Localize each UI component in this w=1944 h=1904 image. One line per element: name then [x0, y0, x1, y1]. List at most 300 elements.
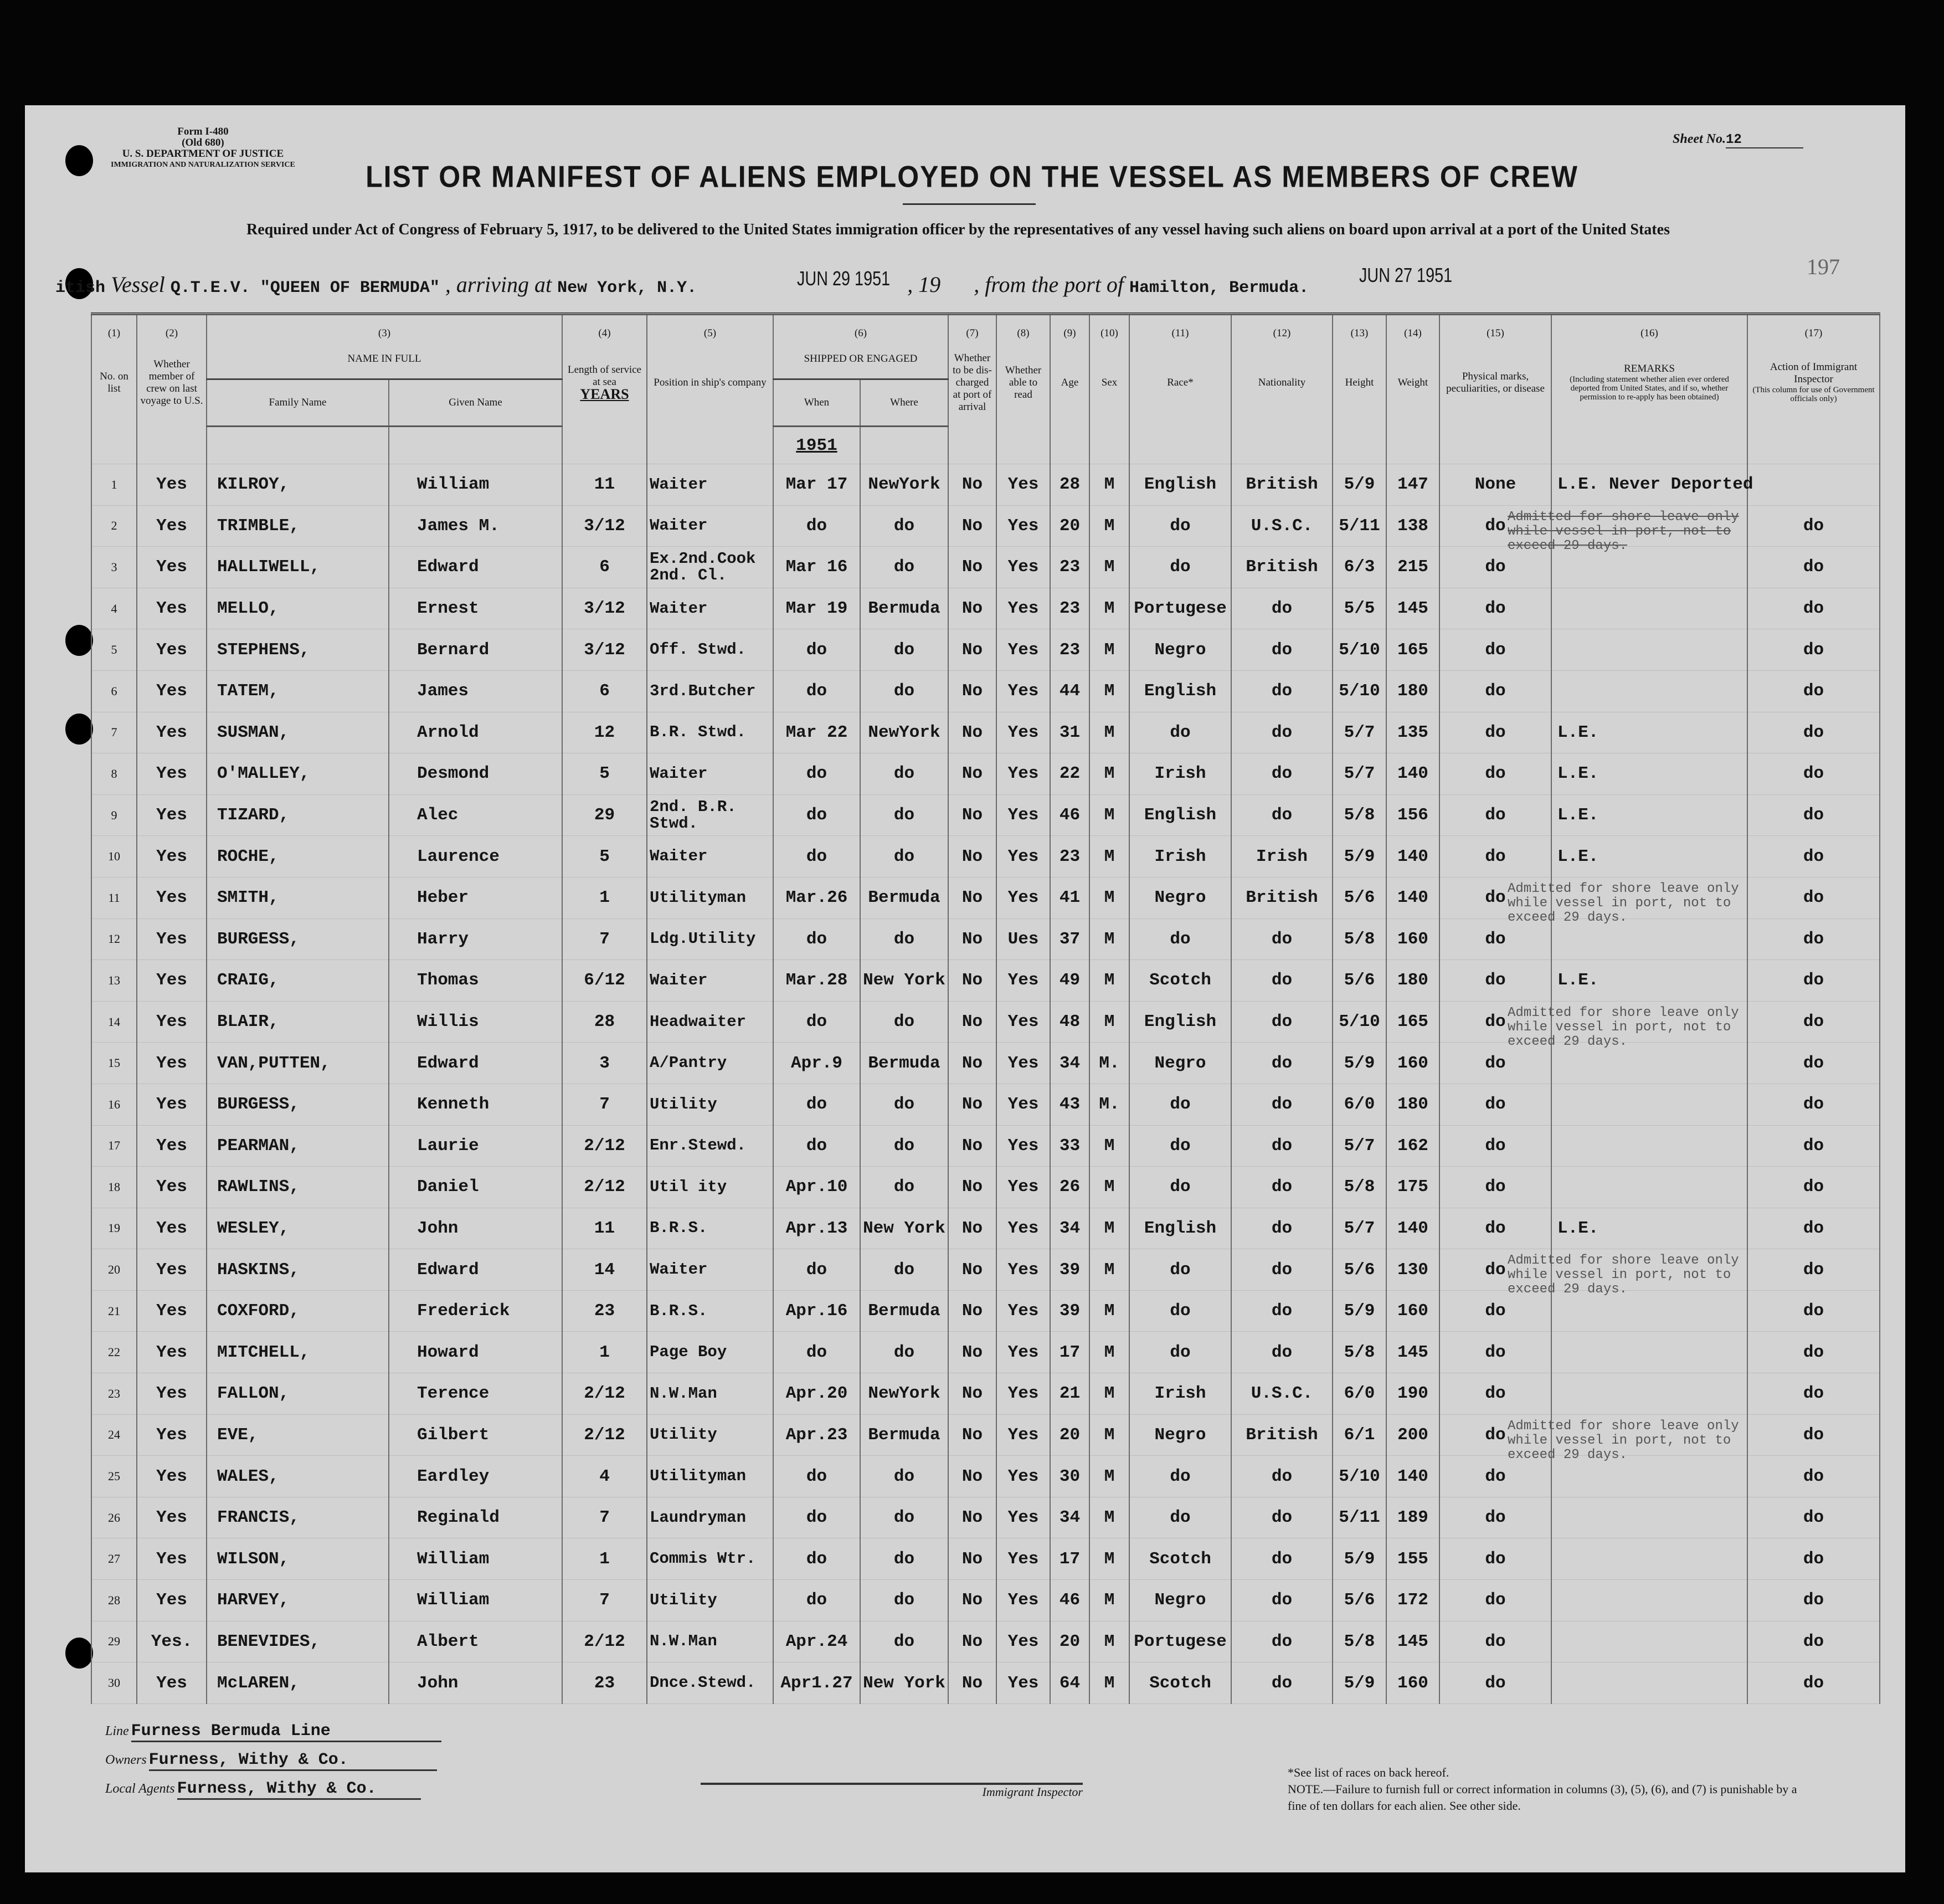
discharged: No	[948, 547, 996, 588]
row-number: 16	[91, 1084, 137, 1125]
member-last-voyage: Yes	[137, 1084, 207, 1125]
column-number: (7)	[948, 314, 996, 340]
header-sex: Sex	[1089, 340, 1129, 427]
row-number: 10	[91, 836, 137, 877]
remarks-text	[1554, 681, 1557, 701]
age: 39	[1050, 1249, 1089, 1291]
sheet-label: Sheet No.	[1673, 132, 1726, 146]
weight: 180	[1386, 960, 1439, 1002]
physical-marks: do	[1439, 1001, 1551, 1043]
column-number: (15)	[1439, 314, 1551, 340]
weight: 140	[1386, 1456, 1439, 1497]
able-to-read: Yes	[996, 960, 1050, 1002]
shipped-when: Apr.16	[773, 1290, 860, 1332]
shipped-where: NewYork	[860, 1373, 948, 1415]
nationality: do	[1231, 588, 1333, 629]
remarks	[1508, 1001, 1747, 1049]
length-of-service: 11	[562, 1208, 647, 1249]
age: 23	[1050, 588, 1089, 629]
column-number: (2)	[137, 314, 207, 340]
given-name: Terence	[389, 1373, 562, 1415]
physical-marks: do	[1439, 1662, 1551, 1704]
row-number: 21	[91, 1290, 137, 1332]
sex: M	[1089, 712, 1129, 753]
length-of-service: 6	[562, 547, 647, 588]
height: 5/9	[1333, 1290, 1386, 1332]
family-name: FALLON,	[207, 1373, 389, 1415]
remarks	[1551, 753, 1747, 795]
shipped-where: do	[860, 547, 948, 588]
remarks-text	[1554, 557, 1557, 577]
footer-agents	[105, 1779, 421, 1800]
family-name: SMITH,	[207, 877, 389, 918]
action-label: Action of Immigrant Inspector	[1770, 361, 1858, 386]
height: 5/6	[1333, 1580, 1386, 1621]
sex: M	[1089, 1001, 1129, 1043]
member-last-voyage: Yes	[137, 588, 207, 629]
family-name: BENEVIDES,	[207, 1621, 389, 1662]
table-row	[91, 1001, 1880, 1043]
discharged: No	[948, 1249, 996, 1291]
remarks	[1551, 1497, 1747, 1538]
family-name: MELLO,	[207, 588, 389, 629]
position: Waiter	[647, 1249, 773, 1291]
shore-leave-note: Admitted for shore leave only while vessel in port, not to exceed 29 days.	[1508, 1253, 1739, 1297]
family-name: BURGESS,	[207, 918, 389, 960]
height: 5/9	[1333, 836, 1386, 877]
given-name: Gilbert	[389, 1414, 562, 1456]
inspector-action: do	[1747, 1125, 1880, 1167]
age: 22	[1050, 753, 1089, 795]
length-of-service: 3/12	[562, 505, 647, 547]
position: N.W.Man	[647, 1373, 773, 1415]
able-to-read: Yes	[996, 1580, 1050, 1621]
family-name: CRAIG,	[207, 960, 389, 1002]
position: A/Pantry	[647, 1043, 773, 1084]
subtitle: Required under Act of Congress of February 5, 1917, to be delivered to the United States immigration officer by the representatives of any vessel having such aliens on board upon arrival at a port of the United States	[246, 221, 1670, 238]
length-of-service: 14	[562, 1249, 647, 1291]
row-number: 15	[91, 1043, 137, 1084]
member-last-voyage: Yes	[137, 1456, 207, 1497]
position: Utility	[647, 1580, 773, 1621]
table-row	[91, 1167, 1880, 1208]
physical-marks: do	[1439, 1167, 1551, 1208]
inspector-action: do	[1747, 629, 1880, 671]
inspector-action: do	[1747, 1373, 1880, 1415]
position: Utilityman	[647, 1456, 773, 1497]
nationality: do	[1231, 1332, 1333, 1373]
family-name: ROCHE,	[207, 836, 389, 877]
table-row	[91, 753, 1880, 795]
height: 5/6	[1333, 877, 1386, 918]
member-last-voyage: Yes	[137, 1001, 207, 1043]
length-of-service: 2/12	[562, 1125, 647, 1167]
shipped-where: do	[860, 1125, 948, 1167]
family-name: WALES,	[207, 1456, 389, 1497]
footer-note	[1288, 1764, 1808, 1814]
physical-marks: do	[1439, 1497, 1551, 1538]
header-service-label: Length of service at sea	[568, 363, 641, 388]
table-row	[91, 712, 1880, 753]
header-given-name: Given Name	[389, 379, 562, 427]
weight: 140	[1386, 836, 1439, 877]
remarks-label: REMARKS	[1624, 363, 1675, 375]
race: Irish	[1129, 836, 1231, 877]
nationality: British	[1231, 1414, 1333, 1456]
shipped-when: Apr1.27	[773, 1662, 860, 1704]
row-number: 23	[91, 1373, 137, 1415]
table-row	[91, 1538, 1880, 1580]
row-number: 6	[91, 670, 137, 712]
remarks-text	[1554, 1674, 1557, 1693]
punch-hole	[65, 714, 93, 745]
discharged: No	[948, 1332, 996, 1373]
races-note: *See list of races on back hereof.	[1288, 1766, 1449, 1779]
able-to-read: Yes	[996, 877, 1050, 918]
given-name: Daniel	[389, 1167, 562, 1208]
position: 3rd.Butcher	[647, 670, 773, 712]
weight: 215	[1386, 547, 1439, 588]
shipped-when: do	[773, 505, 860, 547]
remarks	[1551, 1662, 1747, 1704]
family-name: McLAREN,	[207, 1662, 389, 1704]
shipped-when: Mar 19	[773, 588, 860, 629]
position: Utility	[647, 1084, 773, 1125]
given-name: Edward	[389, 1249, 562, 1291]
inspector-action: do	[1747, 1001, 1880, 1043]
remarks	[1551, 836, 1747, 877]
inspector-action: do	[1747, 1621, 1880, 1662]
weight: 140	[1386, 753, 1439, 795]
shipped-when: Apr.10	[773, 1167, 860, 1208]
weight: 130	[1386, 1249, 1439, 1291]
member-last-voyage: Yes	[137, 1662, 207, 1704]
shipped-when: Apr.13	[773, 1208, 860, 1249]
nationality: British	[1231, 877, 1333, 918]
shore-leave-note: Admitted for shore leave only while vessel in port, not to exceed 29 days.	[1508, 881, 1739, 925]
age: 37	[1050, 918, 1089, 960]
height: 5/7	[1333, 1208, 1386, 1249]
shipped-where: do	[860, 1621, 948, 1662]
nationality: do	[1231, 753, 1333, 795]
able-to-read: Yes	[996, 1208, 1050, 1249]
physical-marks: do	[1439, 1084, 1551, 1125]
length-of-service: 5	[562, 753, 647, 795]
footer-owners	[105, 1751, 437, 1771]
inspector-action: do	[1747, 1290, 1880, 1332]
sex: M	[1089, 1167, 1129, 1208]
discharged: No	[948, 1208, 996, 1249]
shipped-when: do	[773, 1456, 860, 1497]
inspector-action: do	[1747, 505, 1880, 547]
race: do	[1129, 712, 1231, 753]
remarks-text: L.E.	[1557, 971, 1599, 991]
remarks-text	[1554, 1136, 1557, 1156]
able-to-read: Yes	[996, 629, 1050, 671]
weight: 160	[1386, 918, 1439, 960]
sex: M	[1089, 670, 1129, 712]
length-of-service: 2/12	[562, 1621, 647, 1662]
family-name: BURGESS,	[207, 1084, 389, 1125]
given-name: Albert	[389, 1621, 562, 1662]
age: 23	[1050, 836, 1089, 877]
header-action	[1747, 340, 1880, 427]
column-number: (12)	[1231, 314, 1333, 340]
shipped-when: do	[773, 1580, 860, 1621]
remarks	[1551, 712, 1747, 753]
family-name: RAWLINS,	[207, 1167, 389, 1208]
arrival-date-stamp: JUN 29 1951	[797, 267, 891, 290]
discharged: No	[948, 1373, 996, 1415]
weight: 138	[1386, 505, 1439, 547]
sex: M	[1089, 794, 1129, 836]
position: N.W.Man	[647, 1621, 773, 1662]
nationality: do	[1231, 1290, 1333, 1332]
length-of-service: 12	[562, 712, 647, 753]
race: do	[1129, 1456, 1231, 1497]
able-to-read: Yes	[996, 1497, 1050, 1538]
year-row	[91, 427, 1880, 464]
shipped-when: do	[773, 1249, 860, 1291]
column-number: (5)	[647, 314, 773, 340]
member-last-voyage: Yes	[137, 877, 207, 918]
member-last-voyage: Yes	[137, 1332, 207, 1373]
member-last-voyage: Yes	[137, 505, 207, 547]
column-number-row	[91, 314, 1880, 340]
sex: M	[1089, 1456, 1129, 1497]
from-port: Hamilton, Bermuda.	[1129, 279, 1309, 297]
row-number: 12	[91, 918, 137, 960]
member-last-voyage: Yes	[137, 1580, 207, 1621]
family-name: EVE,	[207, 1414, 389, 1456]
race: Scotch	[1129, 1538, 1231, 1580]
table-row	[91, 1373, 1880, 1415]
race: do	[1129, 547, 1231, 588]
nationality: do	[1231, 712, 1333, 753]
shipped-when: Mar.26	[773, 877, 860, 918]
able-to-read: Yes	[996, 1621, 1050, 1662]
table-row	[91, 1125, 1880, 1167]
physical-marks: do	[1439, 670, 1551, 712]
age: 46	[1050, 794, 1089, 836]
physical-marks: do	[1439, 836, 1551, 877]
position: Ex.2nd.Cook 2nd. Cl.	[647, 547, 773, 588]
shipped-when: do	[773, 1001, 860, 1043]
inspector-action: do	[1747, 1332, 1880, 1373]
shipped-where: do	[860, 1001, 948, 1043]
discharged: No	[948, 588, 996, 629]
inspector-action: do	[1747, 1208, 1880, 1249]
column-number: (13)	[1333, 314, 1386, 340]
table-row	[91, 670, 1880, 712]
able-to-read: Yes	[996, 1332, 1050, 1373]
race: Negro	[1129, 1414, 1231, 1456]
remarks	[1551, 794, 1747, 836]
vessel-nationality: itish	[55, 279, 106, 297]
length-of-service: 1	[562, 877, 647, 918]
discharged: No	[948, 505, 996, 547]
table-row	[91, 794, 1880, 836]
shipped-where: New York	[860, 960, 948, 1002]
physical-marks: do	[1439, 1538, 1551, 1580]
header-height: Height	[1333, 340, 1386, 427]
age: 64	[1050, 1662, 1089, 1704]
sex: M	[1089, 505, 1129, 547]
nationality: do	[1231, 1497, 1333, 1538]
discharged: No	[948, 1621, 996, 1662]
physical-marks: do	[1439, 588, 1551, 629]
header-no: No. on list	[91, 340, 137, 427]
weight: 162	[1386, 1125, 1439, 1167]
row-number: 5	[91, 629, 137, 671]
header-family-name: Family Name	[207, 379, 389, 427]
family-name: VAN,PUTTEN,	[207, 1043, 389, 1084]
weight: 155	[1386, 1538, 1439, 1580]
race: do	[1129, 1249, 1231, 1291]
shipped-when: Mar 22	[773, 712, 860, 753]
shipped-where: do	[860, 1084, 948, 1125]
remarks-text	[1554, 930, 1557, 949]
family-name: WESLEY,	[207, 1208, 389, 1249]
age: 17	[1050, 1332, 1089, 1373]
able-to-read: Yes	[996, 712, 1050, 753]
shipped-where: do	[860, 670, 948, 712]
member-last-voyage: Yes	[137, 1414, 207, 1456]
given-name: William	[389, 464, 562, 506]
page-title: LIST OR MANIFEST OF ALIENS EMPLOYED ON THE VESSEL AS MEMBERS OF CREW	[366, 160, 1578, 194]
header-read: Whether able to read	[996, 340, 1050, 427]
weight: 145	[1386, 1621, 1439, 1662]
race: English	[1129, 1208, 1231, 1249]
age: 46	[1050, 1580, 1089, 1621]
shore-leave-note: Admitted for shore leave only while vessel in port, not to exceed 29 days.	[1508, 1418, 1739, 1462]
weight: 180	[1386, 670, 1439, 712]
given-name: Laurence	[389, 836, 562, 877]
position: Commis Wtr.	[647, 1538, 773, 1580]
able-to-read: Yes	[996, 588, 1050, 629]
remarks	[1551, 1580, 1747, 1621]
table-row	[91, 629, 1880, 671]
given-name: James	[389, 670, 562, 712]
shipped-where: do	[860, 918, 948, 960]
nationality: British	[1231, 547, 1333, 588]
nationality: do	[1231, 670, 1333, 712]
age: 21	[1050, 1373, 1089, 1415]
able-to-read: Yes	[996, 1290, 1050, 1332]
race: Negro	[1129, 877, 1231, 918]
given-name: William	[389, 1580, 562, 1621]
column-number: (6)	[773, 314, 948, 340]
able-to-read: Yes	[996, 1125, 1050, 1167]
weight: 175	[1386, 1167, 1439, 1208]
remarks-note: (Including statement whether alien ever ordered deported from United States, and if so, whether permission to re-apply has been obtained)	[1570, 375, 1729, 402]
physical-marks: do	[1439, 547, 1551, 588]
line-label: Line	[105, 1724, 129, 1738]
age: 20	[1050, 505, 1089, 547]
height: 6/1	[1333, 1414, 1386, 1456]
nationality: U.S.C.	[1231, 1373, 1333, 1415]
vessel-line	[55, 264, 1464, 297]
height: 5/6	[1333, 1249, 1386, 1291]
remarks	[1508, 505, 1747, 553]
nationality: do	[1231, 918, 1333, 960]
agents-value: Furness, Withy & Co.	[177, 1779, 421, 1800]
remarks-text	[1554, 1343, 1557, 1362]
length-of-service: 7	[562, 1497, 647, 1538]
vessel-label: Vessel	[111, 272, 165, 297]
shipped-when: do	[773, 794, 860, 836]
discharged: No	[948, 1001, 996, 1043]
able-to-read: Yes	[996, 1084, 1050, 1125]
sex: M	[1089, 547, 1129, 588]
sex: M	[1089, 1208, 1129, 1249]
shipped-where: Bermuda	[860, 877, 948, 918]
header-race: Race*	[1129, 340, 1231, 427]
remarks-text	[1554, 1384, 1557, 1403]
column-number: (9)	[1050, 314, 1089, 340]
physical-marks: do	[1439, 505, 1551, 547]
physical-marks: do	[1439, 1249, 1551, 1291]
row-number: 7	[91, 712, 137, 753]
row-number: 27	[91, 1538, 137, 1580]
sex: M	[1089, 1580, 1129, 1621]
inspector-signature-line: Immigrant Inspector	[701, 1783, 1083, 1799]
shipped-where: do	[860, 836, 948, 877]
race: do	[1129, 1497, 1231, 1538]
shipped-where: do	[860, 629, 948, 671]
remarks	[1508, 877, 1747, 925]
length-of-service: 23	[562, 1290, 647, 1332]
table-row	[91, 1208, 1880, 1249]
sex: M	[1089, 1414, 1129, 1456]
table-row	[91, 1662, 1880, 1704]
nationality: U.S.C.	[1231, 505, 1333, 547]
nationality: do	[1231, 1001, 1333, 1043]
weight: 147	[1386, 464, 1439, 506]
shipped-when: do	[773, 836, 860, 877]
age: 49	[1050, 960, 1089, 1002]
race: English	[1129, 794, 1231, 836]
agents-label: Local Agents	[105, 1782, 175, 1796]
row-number: 14	[91, 1001, 137, 1043]
height: 5/6	[1333, 960, 1386, 1002]
remarks-text	[1554, 1467, 1557, 1486]
age: 20	[1050, 1621, 1089, 1662]
family-name: PEARMAN,	[207, 1125, 389, 1167]
action-note: (This column for use of Government officials only)	[1752, 386, 1875, 404]
shipped-where: do	[860, 505, 948, 547]
discharged: No	[948, 1084, 996, 1125]
footer-line	[105, 1722, 441, 1742]
service: IMMIGRATION AND NATURALIZATION SERVICE	[111, 161, 295, 169]
given-name: Laurie	[389, 1125, 562, 1167]
weight: 189	[1386, 1497, 1439, 1538]
nationality: do	[1231, 1208, 1333, 1249]
member-last-voyage: Yes	[137, 1208, 207, 1249]
age: 23	[1050, 547, 1089, 588]
position: Enr.Stewd.	[647, 1125, 773, 1167]
nationality: do	[1231, 1621, 1333, 1662]
remarks-text	[1554, 599, 1557, 618]
race: Scotch	[1129, 960, 1231, 1002]
weight: 160	[1386, 1290, 1439, 1332]
position: B.R.S.	[647, 1290, 773, 1332]
header-name: NAME IN FULL	[207, 340, 562, 379]
nationality: do	[1231, 960, 1333, 1002]
race: Scotch	[1129, 1662, 1231, 1704]
physical-marks: do	[1439, 712, 1551, 753]
discharged: No	[948, 877, 996, 918]
